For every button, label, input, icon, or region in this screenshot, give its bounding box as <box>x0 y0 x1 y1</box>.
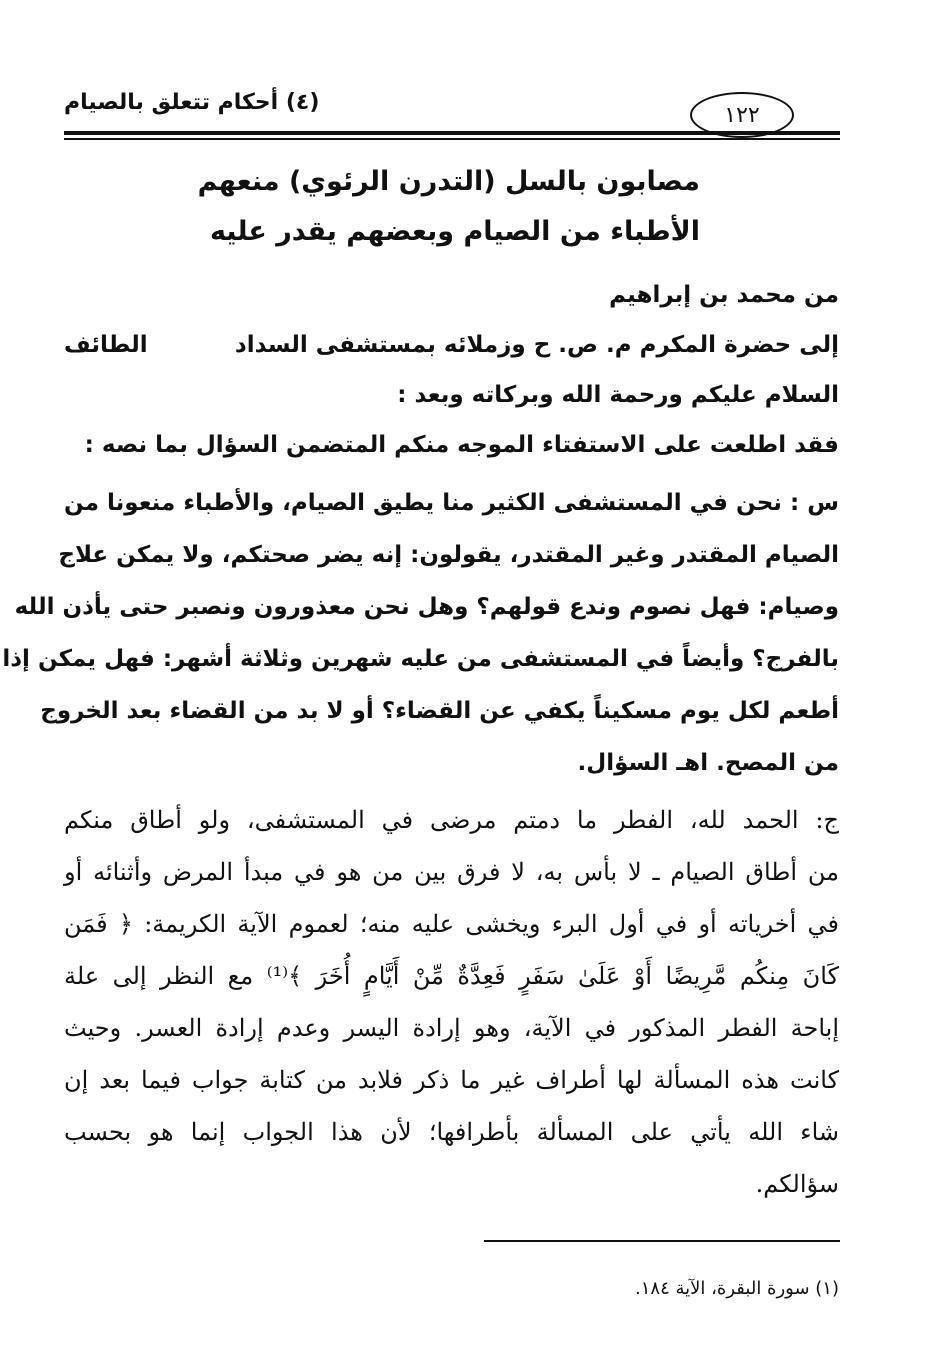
letter-greeting: السلام عليكم ورحمة الله وبركاته وبعد : <box>397 382 839 408</box>
header-rule-thin <box>64 138 840 140</box>
letter-to: إلى حضرة المكرم م. ص. ح وزملائه بمستشفى السداد <box>234 332 839 358</box>
question-line: س : نحن في المستشفى الكثير منا يطيق الصيام، والأطباء منعونا من <box>64 490 839 516</box>
header-rule-thick <box>64 131 840 135</box>
answer-line: من أطاق الصيام ـ لا بأس به، لا فرق بين من هو في مبدأ المرض وأثنائه أو <box>64 858 839 886</box>
question-line: بالفرج؟ وأيضاً في المستشفى من عليه شهرين وثلاثة أشهر: فهل يمكن إذا <box>2 646 839 672</box>
question-line: الصيام المقتدر وغير المقتدر، يقولون: إنه يضر صحتكم، ولا يمكن علاج <box>58 542 839 568</box>
footnote: (١) سورة البقرة، الآية ١٨٤. <box>635 1278 839 1299</box>
page-number: ١٢٢ <box>724 102 760 128</box>
answer-line: كانت هذه المسألة لها أطراف غير ما ذكر فلابد من كتابة جواب فيما بعد إن <box>64 1066 839 1094</box>
question-line: وصيام: فهل نصوم وندع قولهم؟ وهل نحن معذورون ونصبر حتى يأذن الله <box>14 594 839 620</box>
section-heading-line-2: الأطباء من الصيام وبعضهم يقدر عليه <box>209 216 700 247</box>
answer-line: سؤالكم. <box>755 1170 839 1198</box>
letter-from: من محمد بن إبراهيم <box>609 282 839 308</box>
footnote-rule <box>484 1240 840 1242</box>
letter-intro: فقد اطلعت على الاستفتاء الموجه منكم المتضمن السؤال بما نصه : <box>84 432 839 458</box>
answer-line: شاء الله يأتي على المسألة بأطرافها؛ لأن هذا الجواب إنما هو بحسب <box>64 1118 839 1146</box>
question-line: أطعم لكل يوم مسكيناً يكفي عن القضاء؟ أو لا بد من القضاء بعد الخروج <box>40 698 839 724</box>
letter-place: الطائف <box>64 332 148 358</box>
running-header-title: (٤) أحكام تتعلق بالصيام <box>64 90 320 115</box>
answer-line: ج: الحمد لله، الفطر ما دمتم مرضى في المستشفى، ولو أطاق منكم <box>64 806 839 834</box>
answer-line: إباحة الفطر المذكور في الآية، وهو إرادة اليسر وعدم إرادة العسر. وحيث <box>64 1014 839 1042</box>
question-line: من المصح. اهـ السؤال. <box>577 750 839 776</box>
section-heading-line-1: مصابون بالسل (التدرن الرئوي) منعهم <box>197 166 700 197</box>
answer-line: في أخرياته أو في أول البرء ويخشى عليه منه؛ لعموم الآية الكريمة: ﴿ فَمَن <box>64 910 839 938</box>
answer-line: كَانَ مِنكُم مَّرِيضًا أَوْ عَلَىٰ سَفَرٍ فَعِدَّةٌ مِّنْ أَيَّامٍ أُخَرَ ﴾⁽¹⁾ مع النظر إلى علة <box>64 962 839 990</box>
